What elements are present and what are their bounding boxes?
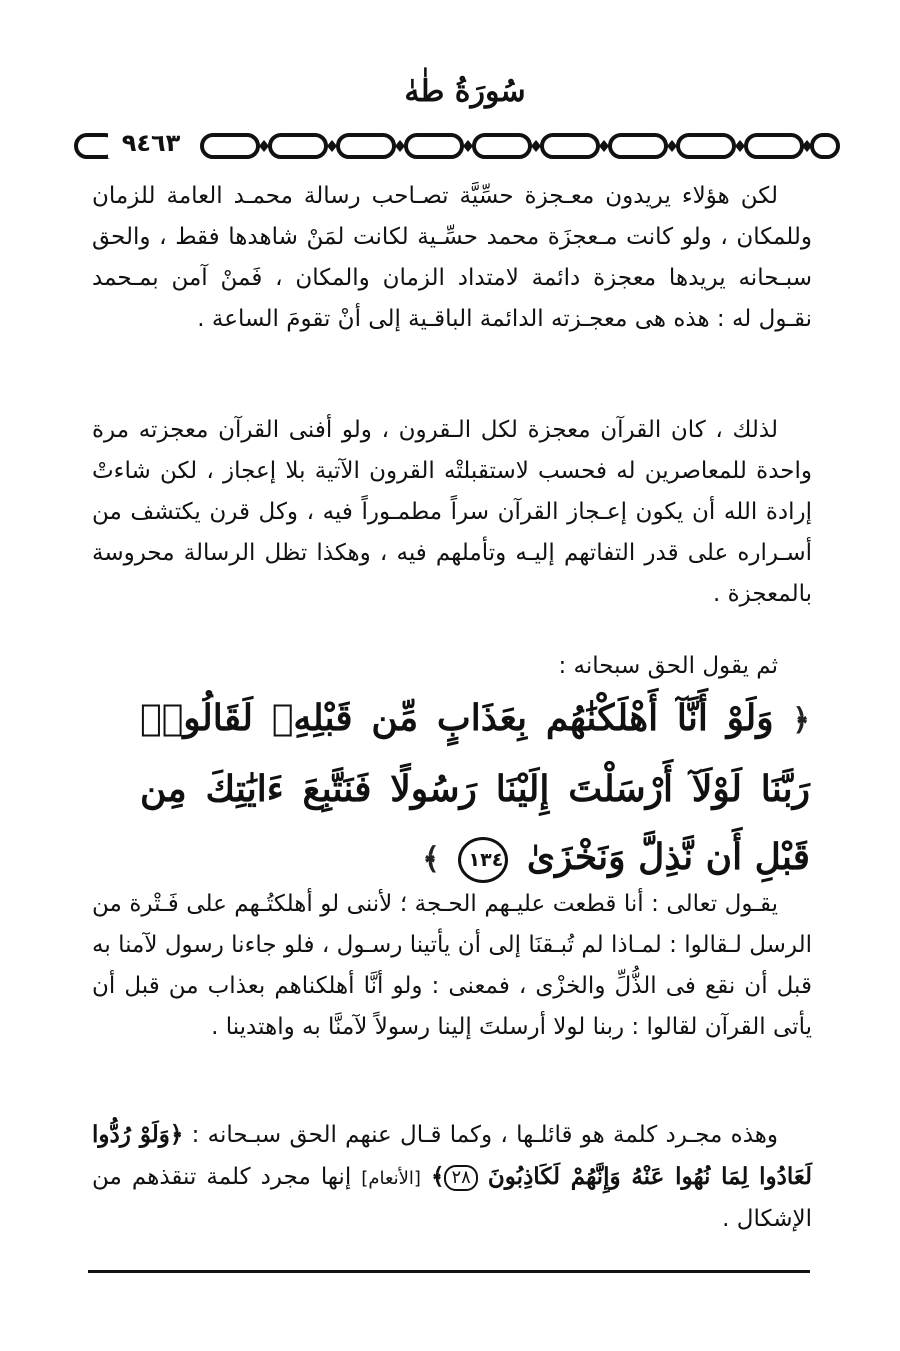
verse-intro-text: ثم يقول الحق سبحانه :	[558, 653, 778, 679]
paragraph-4-end: إنها مجرد كلمة تنقذهم من الإشكال .	[92, 1164, 812, 1232]
footer-rule	[88, 1270, 810, 1273]
verse-number-badge: ١٣٤	[458, 837, 508, 883]
paragraph-1-text: لكن هؤلاء يريدون معـجزة حسِّيَّة تصـاحب رسالة محمـد العامة للزمان وللمكان ، ولو كانت مـعجزَة محمد حسِّـية لكانت لمَنْ شاهدها فقط ، والحق سبـحانه يريدها معجزة دائمة لامتداد الزمان والمكان ، فَمنْ آمن بمـحمد نقـول له : هذه هى معجـزته الدائمة الباقـية إلى أنْ تقومَ الساعة .	[92, 183, 812, 332]
verse-close-bracket: ﴾	[422, 842, 440, 877]
page-number: ٩٤٦٣	[108, 128, 194, 158]
quran-verse	[140, 684, 810, 894]
paragraph-4-start: وهذه مجـرد كلمة هو قائلـها ، وكما قـال عنهم الحق سبـحانه :	[191, 1122, 778, 1148]
paragraph-4	[92, 1114, 812, 1240]
inline-verse-open: ﴿	[169, 1121, 184, 1148]
surah-title: سُورَةُ طٰهٰ	[404, 74, 526, 109]
paragraph-2-text: لذلك ، كان القرآن معجزة لكل الـقرون ، ولو أفنى القرآن معجزته مرة واحدة للمعاصرين له فحسب لاستقبلتْه القرون الآتية بلا إعجاز ، لكن شاءتْ إرادة الله أن يكون إعـجاز القرآن سراً مطمـوراً فيه ، وكل قرن يكتشف من أسـراره على قدر التفاتهم إليـه وتأملهم فيه ، وهكذا تظل الرسالة محروسة بالمعجزة .	[92, 417, 812, 607]
inline-verse-close: ﴾	[431, 1163, 445, 1190]
verse-open-bracket: ﴿	[792, 703, 810, 738]
inline-verse-text: وَلَوْ رُدُّوا لَعَادُوا لِمَا نُهُوا عَنْهُ وَإِنَّهُمْ لَكَاذِبُونَ	[92, 1121, 813, 1190]
paragraph-2	[92, 410, 812, 615]
paragraph-3-text: يقـول تعالى : أنا قطعت عليـهم الحـجة ؛ لأننى لو أهلكتُـهم على فَـتْرة من الرسل لـقالوا : لمـاذا لم تُبـقنَا إلى أن يأتينا رسـول ، فلو جاءنا رسول لآمنا به قبل أن نقع فى الذُّلِّ والخزْى ، فمعنى : ولو أنَّا أهلكناهم بعذاب من قبل أن يأتى القرآن لقالوا : ربنا لولا أرسلتَ إلينا رسولاً لآمنَّا به واهتدينا .	[92, 891, 812, 1040]
verse-intro	[92, 646, 812, 687]
verse-text: وَلَوْ أَنَّآ أَهْلَكْنَٰهُم بِعَذَابٍ مِّن قَبْلِهِۦ لَقَالُوا۟ رَبَّنَا لَوْلَآ أَرْسَلْتَ إِلَيْنَا رَسُولًا فَنَتَّبِعَ ءَايَٰتِكَ مِن قَبْلِ أَن نَّذِلَّ وَنَخْزَىٰ	[140, 697, 810, 878]
surah-reference: [الأنعام]	[361, 1168, 421, 1189]
paragraph-3	[92, 884, 812, 1048]
paragraph-1	[92, 176, 812, 340]
inline-verse-number: ٢٨	[444, 1165, 477, 1191]
